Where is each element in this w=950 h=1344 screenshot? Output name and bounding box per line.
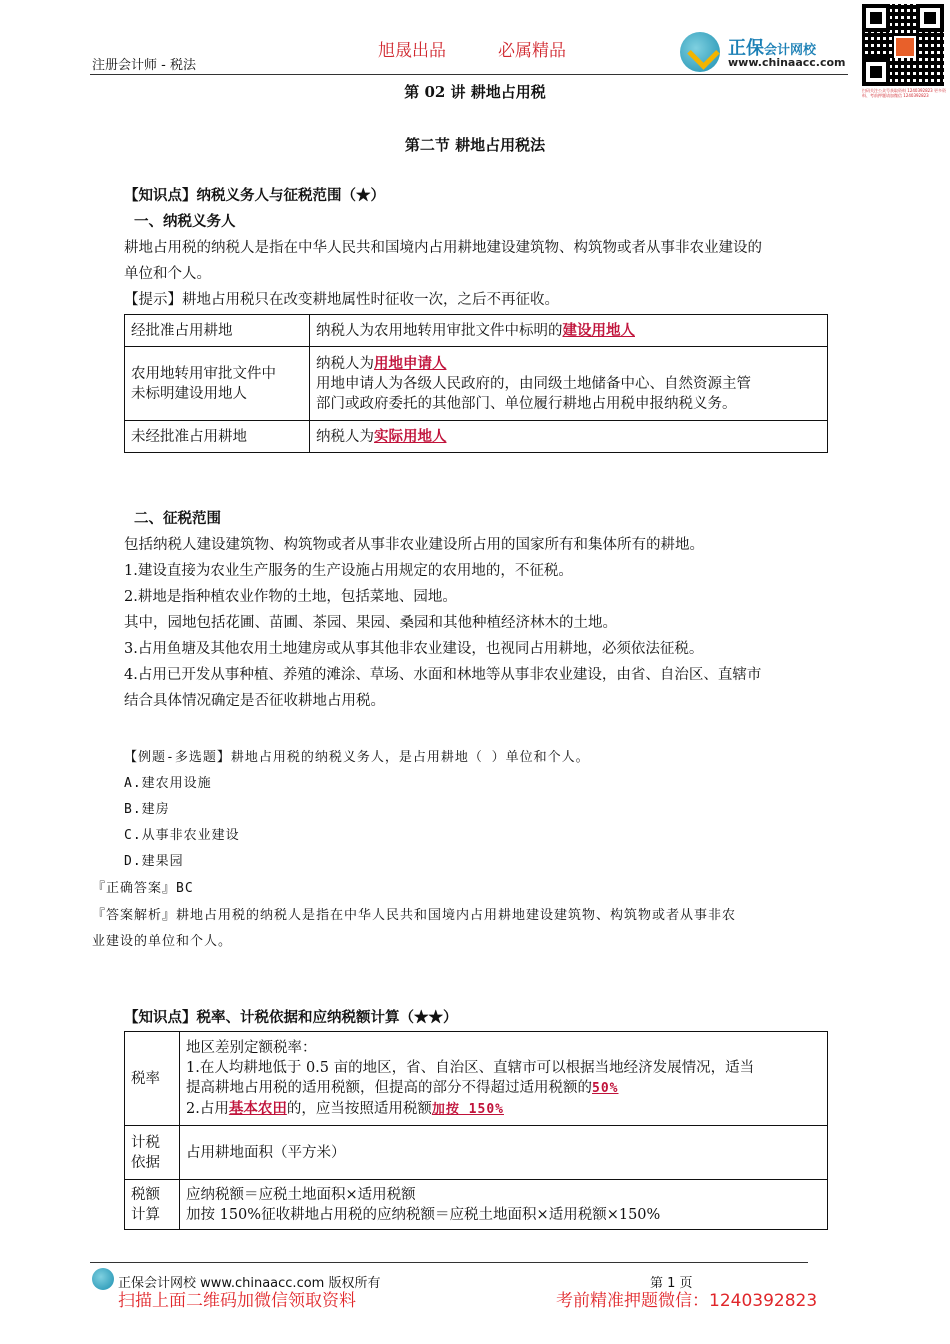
table-cell: 占用耕地面积（平方米） bbox=[180, 1126, 828, 1180]
watermark-right: 必属精品 bbox=[498, 41, 566, 61]
table-cell: 计税 依据 bbox=[125, 1126, 180, 1180]
kp1-tip: 【提示】耕地占用税只在改变耕地属性时征收一次，之后不再征收。 bbox=[124, 292, 559, 308]
scope-line: 2.耕地是指种植农业作物的土地，包括菜地、园地。 bbox=[124, 589, 457, 605]
scope-line: 结合具体情况确定是否征收耕地占用税。 bbox=[124, 693, 385, 709]
kp1-sub2: 二、征税范围 bbox=[134, 510, 221, 527]
footer-divider bbox=[90, 1262, 808, 1263]
highlight-text: 基本农田 bbox=[228, 1099, 287, 1117]
table-cell: 地区差别定额税率： 1.在人均耕地低于 0.5 亩的地区，省、自治区、直辖市可以根据当地经济发展情况，适当 提高耕地占用税的适用税额，但提高的部分不得超过适用税额的50% 2.占用基本农田的，应当按照适用税额加按 150% bbox=[180, 1032, 828, 1126]
kp2-heading: 【知识点】税率、计税依据和应纳税额计算（★★） bbox=[124, 1009, 458, 1026]
scope-line: 3.占用鱼塘及其他农用土地建房或从事其他非农业建设，也视同占用耕地，必须依法征税。 bbox=[124, 641, 704, 657]
table-cell: 未经批准占用耕地 bbox=[125, 421, 310, 453]
table-row bbox=[125, 1126, 828, 1180]
logo-main: 正保 bbox=[728, 38, 764, 59]
example-option: B.建房 bbox=[124, 802, 170, 817]
example-analysis-line1: 『答案解析』耕地占用税的纳税人是指在中华人民共和国境内占用耕地建设建筑物、构筑物或者从事非农 bbox=[92, 908, 737, 923]
table-cell: 纳税人为农用地转用审批文件中标明的建设用地人 bbox=[310, 315, 828, 347]
section-title: 第二节 耕地占用税法 bbox=[404, 136, 546, 154]
example-question: 【例题-多选题】耕地占用税的纳税义务人，是占用耕地（ ）单位和个人。 bbox=[124, 750, 590, 765]
table-cell: 纳税人为实际用地人 bbox=[310, 421, 828, 453]
example-option: C.从事非农业建设 bbox=[124, 828, 240, 843]
highlight-text: 用地申请人 bbox=[374, 354, 447, 372]
page-number: 第 1 页 bbox=[650, 1276, 693, 1291]
table-row bbox=[125, 315, 828, 347]
table-cell: 经批准占用耕地 bbox=[125, 315, 310, 347]
table-row bbox=[125, 1180, 828, 1230]
table-cell: 应纳税额＝应税土地面积×适用税额 加按 150%征收耕地占用税的应纳税额＝应税土地面积×适用税额×150% bbox=[180, 1180, 828, 1230]
example-analysis-line2: 业建设的单位和个人。 bbox=[92, 934, 233, 949]
kp1-para-line1: 耕地占用税的纳税人是指在中华人民共和国境内占用耕地建设建筑物、构筑物或者从事非农业建设的 bbox=[124, 240, 762, 256]
lecture-title: 第 02 讲 耕地占用税 bbox=[404, 83, 546, 101]
footer-logo-icon bbox=[92, 1268, 114, 1290]
watermark-left: 旭晟出品 bbox=[378, 41, 446, 61]
kp1-heading: 【知识点】纳税义务人与征税范围（★） bbox=[124, 187, 385, 204]
qr-code-icon bbox=[862, 4, 944, 86]
scope-line: 1.建设直接为农业生产服务的生产设施占用规定的农用地的，不征税。 bbox=[124, 563, 573, 579]
table-row bbox=[125, 421, 828, 453]
example-option: A.建农用设施 bbox=[124, 776, 212, 791]
header-divider bbox=[90, 74, 848, 75]
highlight-text: 50% bbox=[592, 1080, 619, 1096]
kp1-para-line2: 单位和个人。 bbox=[124, 266, 211, 282]
scope-line: 其中，园地包括花圃、苗圃、茶园、果园、桑园和其他种植经济林木的土地。 bbox=[124, 615, 617, 631]
highlight-text: 实际用地人 bbox=[374, 427, 447, 445]
qr-note: 扫码关注公众号获取资料 1240392823 更多资料、考前押题请加微信 1240392823 bbox=[862, 88, 946, 98]
scope-line: 包括纳税人建设建筑物、构筑物或者从事非农业建设所占用的国家所有和集体所有的耕地。 bbox=[124, 537, 704, 553]
highlight-text: 建设用地人 bbox=[562, 321, 635, 339]
scope-line: 4.占用已开发从事种植、养殖的滩涂、草场、水面和林地等从事非农业建设，由省、自治区、直辖市 bbox=[124, 667, 762, 683]
table-row bbox=[125, 347, 828, 421]
overlay-right: 考前精准押题微信：1240392823 bbox=[556, 1291, 818, 1311]
taxpayer-table bbox=[124, 314, 828, 453]
table-cell: 税率 bbox=[125, 1032, 180, 1126]
example-answer: 『正确答案』BC bbox=[92, 881, 194, 896]
kp1-sub1: 一、纳税义务人 bbox=[134, 213, 236, 230]
table-row bbox=[125, 1032, 828, 1126]
footer-copyright: 正保会计网校 www.chinaacc.com 版权所有 bbox=[118, 1276, 381, 1291]
highlight-text: 加按 150% bbox=[431, 1101, 504, 1117]
logo-sub: 会计网校 bbox=[764, 43, 817, 58]
brand-logo bbox=[680, 30, 860, 75]
example-option: D.建果园 bbox=[124, 854, 184, 869]
table-cell: 纳税人为用地申请人 用地申请人为各级人民政府的，由同级土地储备中心、自然资源主管 部门或政府委托的其他部门、单位履行耕地占用税申报纳税义务。 bbox=[310, 347, 828, 421]
tax-rate-table bbox=[124, 1031, 828, 1230]
logo-icon bbox=[680, 32, 720, 72]
table-cell: 农用地转用审批文件中 未标明建设用地人 bbox=[125, 347, 310, 421]
table-cell: 税额 计算 bbox=[125, 1180, 180, 1230]
overlay-left: 扫描上面二维码加微信领取资料 bbox=[118, 1291, 356, 1311]
logo-url: www.chinaacc.com bbox=[728, 56, 846, 69]
doc-subject: 注册会计师 - 税法 bbox=[92, 58, 196, 73]
